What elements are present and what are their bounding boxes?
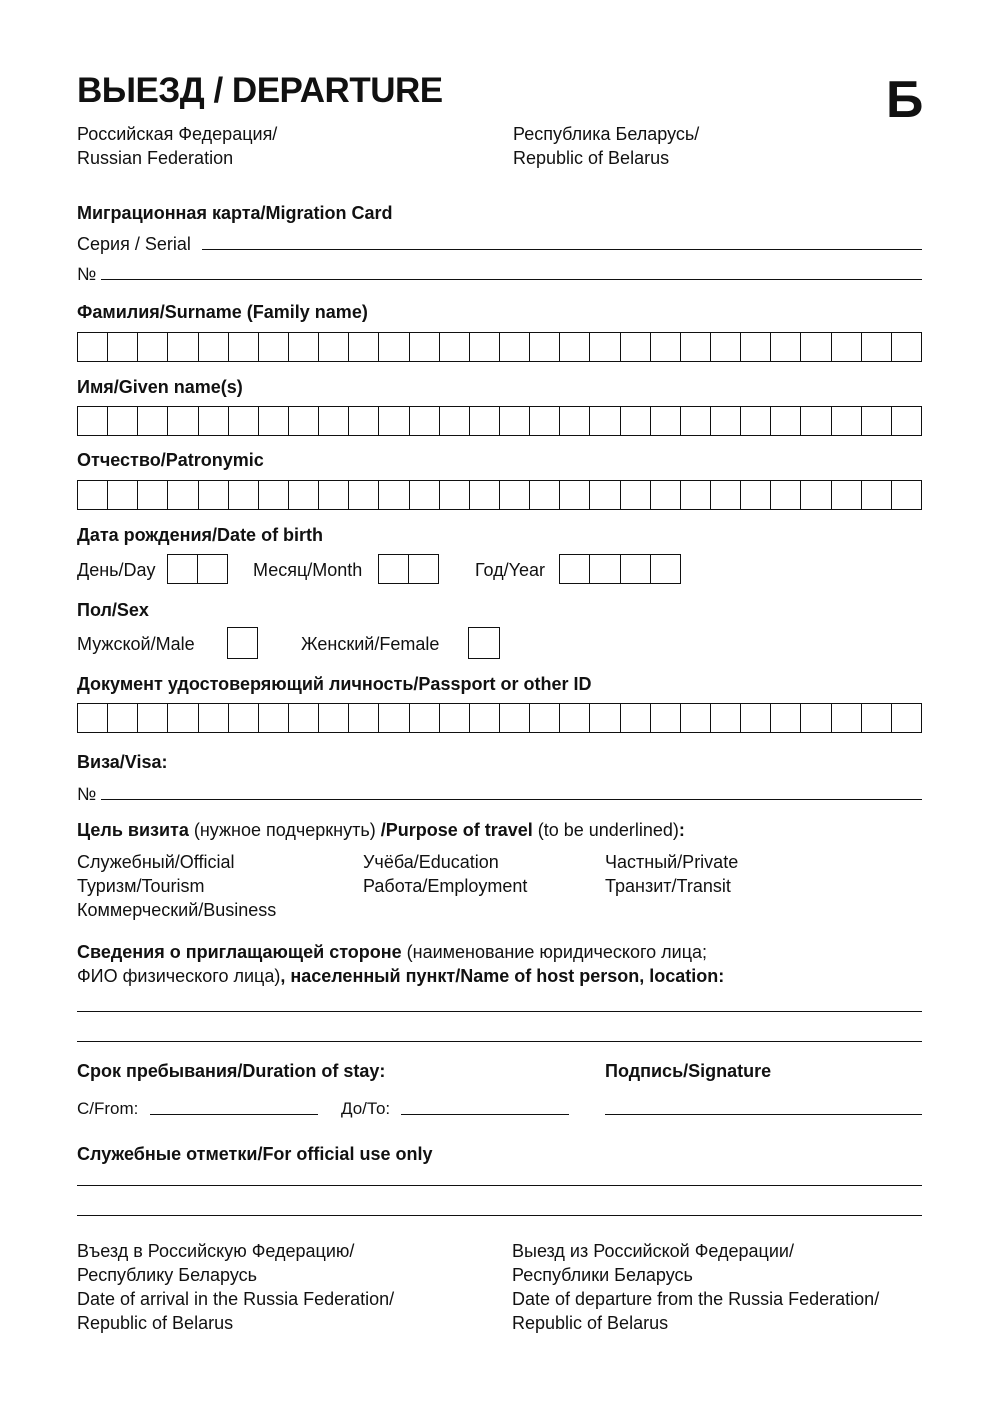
character-cell[interactable] bbox=[801, 333, 831, 361]
visa-number-label: № bbox=[77, 784, 97, 804]
character-cell[interactable] bbox=[259, 333, 289, 361]
duration-from-input-line[interactable] bbox=[150, 1114, 318, 1115]
character-cell[interactable] bbox=[259, 481, 289, 509]
character-cell[interactable] bbox=[199, 407, 229, 435]
character-cell[interactable] bbox=[138, 481, 168, 509]
character-cell[interactable] bbox=[199, 333, 229, 361]
official-use-line-2[interactable] bbox=[77, 1215, 922, 1216]
purpose-column-1 bbox=[77, 850, 276, 922]
character-cell[interactable] bbox=[319, 481, 349, 509]
character-cell[interactable] bbox=[771, 407, 801, 435]
dob-month-boxes[interactable] bbox=[378, 554, 439, 584]
footer-departure-ru-2: Республики Беларусь bbox=[512, 1265, 693, 1285]
dob-heading: Дата рождения/Date of birth bbox=[77, 525, 324, 545]
purpose-note-en: (to be underlined) bbox=[532, 820, 679, 840]
character-cell[interactable] bbox=[681, 704, 711, 732]
character-cell[interactable] bbox=[892, 407, 921, 435]
character-cell[interactable] bbox=[229, 333, 259, 361]
character-cell[interactable] bbox=[590, 481, 620, 509]
character-cell[interactable] bbox=[590, 704, 620, 732]
character-cell[interactable] bbox=[832, 704, 862, 732]
character-cell[interactable] bbox=[78, 704, 108, 732]
purpose-option-transit[interactable]: Транзит/Transit bbox=[605, 876, 731, 896]
character-cell[interactable] bbox=[862, 481, 892, 509]
character-cell[interactable] bbox=[440, 704, 470, 732]
form-title: ВЫЕЗД / DEPARTURE bbox=[77, 71, 443, 110]
character-cell[interactable] bbox=[560, 407, 590, 435]
given-name-boxes[interactable] bbox=[77, 406, 922, 436]
host-heading-line-1 bbox=[77, 940, 707, 964]
country-right-ru: Республика Беларусь/ bbox=[513, 124, 700, 144]
character-cell[interactable] bbox=[530, 481, 560, 509]
passport-boxes[interactable] bbox=[77, 703, 922, 733]
character-cell[interactable] bbox=[771, 481, 801, 509]
purpose-column-2 bbox=[363, 850, 527, 898]
purpose-option-employment[interactable]: Работа/Employment bbox=[363, 876, 528, 896]
character-cell[interactable] bbox=[560, 555, 590, 583]
character-cell[interactable] bbox=[500, 704, 530, 732]
footer-arrival-en-2: Republic of Belarus bbox=[77, 1313, 234, 1333]
duration-to-label: До/То: bbox=[341, 1099, 391, 1118]
character-cell[interactable] bbox=[711, 481, 741, 509]
footer-arrival-block bbox=[77, 1239, 394, 1335]
character-cell[interactable] bbox=[560, 333, 590, 361]
character-cell[interactable] bbox=[410, 704, 440, 732]
character-cell[interactable] bbox=[379, 704, 409, 732]
character-cell[interactable] bbox=[289, 481, 319, 509]
purpose-option-tourism[interactable]: Туризм/Tourism bbox=[77, 876, 205, 896]
signature-heading: Подпись/Signature bbox=[605, 1061, 772, 1081]
character-cell[interactable] bbox=[621, 407, 651, 435]
purpose-option-official[interactable]: Служебный/Official bbox=[77, 852, 235, 872]
character-cell[interactable] bbox=[349, 333, 379, 361]
character-cell[interactable] bbox=[711, 333, 741, 361]
character-cell[interactable] bbox=[711, 407, 741, 435]
host-input-line-2[interactable] bbox=[77, 1041, 922, 1042]
character-cell[interactable] bbox=[771, 333, 801, 361]
character-cell[interactable] bbox=[78, 333, 108, 361]
character-cell[interactable] bbox=[862, 333, 892, 361]
character-cell[interactable] bbox=[379, 555, 409, 583]
character-cell[interactable] bbox=[108, 704, 138, 732]
footer-arrival-en-1: Date of arrival in the Russia Federation/ bbox=[77, 1289, 395, 1309]
purpose-column-3 bbox=[605, 850, 738, 898]
character-cell[interactable] bbox=[892, 704, 921, 732]
footer-departure-en-2: Republic of Belarus bbox=[512, 1313, 669, 1333]
character-cell[interactable] bbox=[108, 407, 138, 435]
character-cell[interactable] bbox=[862, 407, 892, 435]
dob-year-boxes[interactable] bbox=[559, 554, 681, 584]
character-cell[interactable] bbox=[229, 704, 259, 732]
character-cell[interactable] bbox=[651, 333, 681, 361]
character-cell[interactable] bbox=[319, 333, 349, 361]
sex-male-checkbox[interactable] bbox=[227, 627, 258, 659]
patronymic-boxes[interactable] bbox=[77, 480, 922, 510]
country-left-ru: Российская Федерация/ bbox=[77, 124, 278, 144]
character-cell[interactable] bbox=[349, 481, 379, 509]
footer-departure-en-1: Date of departure from the Russia Federation/ bbox=[512, 1289, 880, 1309]
character-cell[interactable] bbox=[681, 333, 711, 361]
sex-heading: Пол/Sex bbox=[77, 600, 149, 620]
character-cell[interactable] bbox=[409, 555, 438, 583]
character-cell[interactable] bbox=[349, 407, 379, 435]
character-cell[interactable] bbox=[259, 407, 289, 435]
character-cell[interactable] bbox=[892, 333, 921, 361]
purpose-note-ru: (нужное подчеркнуть) bbox=[188, 820, 381, 840]
character-cell[interactable] bbox=[168, 407, 198, 435]
migration-number-input-line[interactable] bbox=[101, 279, 922, 280]
host-heading-line-2 bbox=[77, 964, 724, 988]
character-cell[interactable] bbox=[530, 333, 560, 361]
sex-female-label: Женский/Female bbox=[301, 634, 440, 654]
dob-day-label: День/Day bbox=[77, 560, 156, 580]
character-cell[interactable] bbox=[621, 481, 651, 509]
character-cell[interactable] bbox=[289, 407, 319, 435]
character-cell[interactable] bbox=[832, 333, 862, 361]
host-input-line-1[interactable] bbox=[77, 1011, 922, 1012]
surname-heading: Фамилия/Surname (Family name) bbox=[77, 302, 368, 322]
character-cell[interactable] bbox=[349, 704, 379, 732]
host-heading-note-2: ФИО физического лица) bbox=[77, 966, 281, 986]
character-cell[interactable] bbox=[862, 704, 892, 732]
character-cell[interactable] bbox=[530, 704, 560, 732]
character-cell[interactable] bbox=[108, 333, 138, 361]
form-letter: Б bbox=[886, 71, 924, 129]
character-cell[interactable] bbox=[138, 407, 168, 435]
migration-card-heading: Миграционная карта/Migration Card bbox=[77, 203, 393, 223]
character-cell[interactable] bbox=[500, 407, 530, 435]
character-cell[interactable] bbox=[711, 704, 741, 732]
host-heading-note: (наименование юридического лица; bbox=[401, 942, 708, 962]
given-name-heading: Имя/Given name(s) bbox=[77, 377, 243, 397]
purpose-option-private[interactable]: Частный/Private bbox=[605, 852, 739, 872]
character-cell[interactable] bbox=[651, 481, 681, 509]
character-cell[interactable] bbox=[590, 333, 620, 361]
character-cell[interactable] bbox=[168, 333, 198, 361]
character-cell[interactable] bbox=[199, 481, 229, 509]
signature-input-line[interactable] bbox=[605, 1114, 922, 1115]
dob-day-boxes[interactable] bbox=[167, 554, 228, 584]
character-cell[interactable] bbox=[892, 481, 921, 509]
character-cell[interactable] bbox=[500, 481, 530, 509]
character-cell[interactable] bbox=[229, 481, 259, 509]
official-use-heading: Служебные отметки/For official use only bbox=[77, 1144, 433, 1164]
character-cell[interactable] bbox=[440, 333, 470, 361]
patronymic-heading: Отчество/Patronymic bbox=[77, 450, 264, 470]
character-cell[interactable] bbox=[319, 704, 349, 732]
dob-month-label: Месяц/Month bbox=[253, 560, 363, 580]
character-cell[interactable] bbox=[681, 481, 711, 509]
footer-departure-block bbox=[512, 1239, 879, 1335]
character-cell[interactable] bbox=[168, 555, 198, 583]
character-cell[interactable] bbox=[832, 481, 862, 509]
character-cell[interactable] bbox=[440, 407, 470, 435]
character-cell[interactable] bbox=[410, 333, 440, 361]
character-cell[interactable] bbox=[560, 481, 590, 509]
character-cell[interactable] bbox=[681, 407, 711, 435]
character-cell[interactable] bbox=[741, 333, 771, 361]
character-cell[interactable] bbox=[168, 481, 198, 509]
character-cell[interactable] bbox=[289, 704, 319, 732]
character-cell[interactable] bbox=[621, 555, 651, 583]
serial-label: Серия / Serial bbox=[77, 234, 191, 254]
character-cell[interactable] bbox=[651, 555, 680, 583]
character-cell[interactable] bbox=[500, 333, 530, 361]
character-cell[interactable] bbox=[470, 704, 500, 732]
character-cell[interactable] bbox=[199, 704, 229, 732]
character-cell[interactable] bbox=[440, 481, 470, 509]
character-cell[interactable] bbox=[470, 481, 500, 509]
character-cell[interactable] bbox=[590, 555, 620, 583]
dob-year-label: Год/Year bbox=[475, 560, 546, 580]
visa-heading: Виза/Visa: bbox=[77, 752, 168, 772]
duration-heading: Срок пребывания/Duration of stay: bbox=[77, 1061, 386, 1081]
character-cell[interactable] bbox=[741, 481, 771, 509]
character-cell[interactable] bbox=[229, 407, 259, 435]
character-cell[interactable] bbox=[621, 704, 651, 732]
footer-arrival-ru-2: Республику Беларусь bbox=[77, 1265, 258, 1285]
character-cell[interactable] bbox=[410, 481, 440, 509]
character-cell[interactable] bbox=[651, 704, 681, 732]
character-cell[interactable] bbox=[78, 407, 108, 435]
character-cell[interactable] bbox=[590, 407, 620, 435]
character-cell[interactable] bbox=[138, 333, 168, 361]
duration-to-input-line[interactable] bbox=[401, 1114, 569, 1115]
passport-heading: Документ удостоверяющий личность/Passport or other ID bbox=[77, 674, 592, 694]
character-cell[interactable] bbox=[530, 407, 560, 435]
character-cell[interactable] bbox=[560, 704, 590, 732]
purpose-heading-ru: Цель визита bbox=[77, 820, 189, 840]
country-left-en: Russian Federation bbox=[77, 148, 234, 168]
footer-departure-ru-1: Выезд из Российской Федерации/ bbox=[512, 1241, 794, 1261]
character-cell[interactable] bbox=[771, 704, 801, 732]
surname-boxes[interactable] bbox=[77, 332, 922, 362]
country-right-en: Republic of Belarus bbox=[513, 148, 670, 168]
character-cell[interactable] bbox=[198, 555, 227, 583]
character-cell[interactable] bbox=[801, 704, 831, 732]
character-cell[interactable] bbox=[379, 407, 409, 435]
character-cell[interactable] bbox=[801, 407, 831, 435]
character-cell[interactable] bbox=[289, 333, 319, 361]
character-cell[interactable] bbox=[741, 407, 771, 435]
purpose-colon: : bbox=[678, 820, 685, 840]
character-cell[interactable] bbox=[78, 481, 108, 509]
character-cell[interactable] bbox=[259, 704, 289, 732]
migration-number-label: № bbox=[77, 264, 97, 284]
purpose-heading-en: /Purpose of travel bbox=[380, 820, 533, 840]
character-cell[interactable] bbox=[108, 481, 138, 509]
character-cell[interactable] bbox=[138, 704, 168, 732]
serial-input-line[interactable] bbox=[202, 249, 922, 250]
sex-male-label: Мужской/Male bbox=[77, 634, 195, 654]
character-cell[interactable] bbox=[168, 704, 198, 732]
sex-female-checkbox[interactable] bbox=[468, 627, 500, 659]
character-cell[interactable] bbox=[379, 333, 409, 361]
character-cell[interactable] bbox=[410, 407, 440, 435]
character-cell[interactable] bbox=[470, 407, 500, 435]
character-cell[interactable] bbox=[741, 704, 771, 732]
purpose-option-business[interactable]: Коммерческий/Business bbox=[77, 900, 277, 920]
character-cell[interactable] bbox=[651, 407, 681, 435]
character-cell[interactable] bbox=[801, 481, 831, 509]
character-cell[interactable] bbox=[379, 481, 409, 509]
host-heading-location: , населенный пункт/Name of host person, location: bbox=[280, 966, 725, 986]
visa-number-input-line[interactable] bbox=[101, 799, 922, 800]
character-cell[interactable] bbox=[621, 333, 651, 361]
footer-arrival-ru-1: Въезд в Российскую Федерацию/ bbox=[77, 1241, 355, 1261]
duration-from-label: С/From: bbox=[77, 1099, 139, 1118]
character-cell[interactable] bbox=[832, 407, 862, 435]
character-cell[interactable] bbox=[470, 333, 500, 361]
purpose-option-education[interactable]: Учёба/Education bbox=[363, 852, 499, 872]
host-heading-bold: Сведения о приглащающей стороне bbox=[77, 942, 402, 962]
character-cell[interactable] bbox=[319, 407, 349, 435]
purpose-heading bbox=[77, 818, 685, 842]
official-use-line-1[interactable] bbox=[77, 1185, 922, 1186]
